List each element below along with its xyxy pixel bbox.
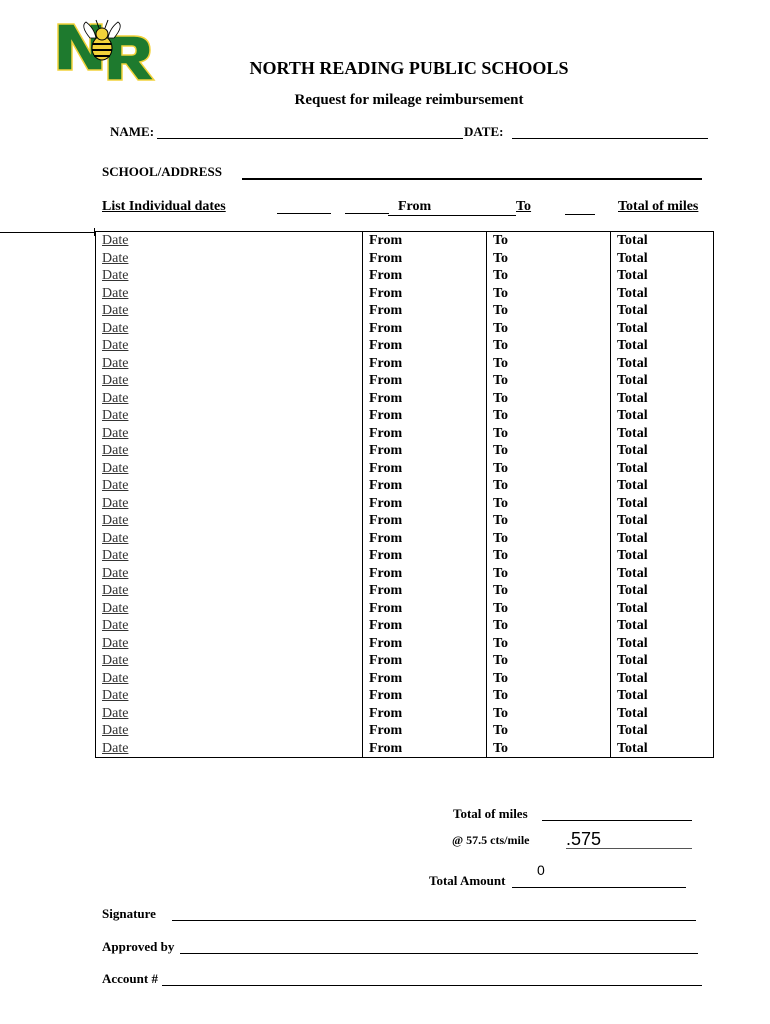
- date-cell[interactable]: Date: [96, 390, 363, 408]
- from-cell[interactable]: From: [363, 407, 487, 425]
- from-cell[interactable]: From: [363, 250, 487, 268]
- account-field[interactable]: [162, 971, 702, 986]
- total-cell[interactable]: Total: [611, 547, 714, 565]
- total-amount-label: Total Amount: [429, 873, 506, 888]
- to-cell[interactable]: To: [487, 232, 611, 250]
- to-cell[interactable]: To: [487, 372, 611, 390]
- to-cell[interactable]: To: [487, 460, 611, 478]
- total-cell[interactable]: Total: [611, 372, 714, 390]
- total-cell[interactable]: Total: [611, 407, 714, 425]
- from-cell[interactable]: From: [363, 390, 487, 408]
- total-cell[interactable]: Total: [611, 425, 714, 443]
- from-cell[interactable]: From: [363, 582, 487, 600]
- total-cell[interactable]: Total: [611, 442, 714, 460]
- date-cell[interactable]: Date: [96, 565, 363, 583]
- from-cell[interactable]: From: [363, 547, 487, 565]
- date-cell[interactable]: Date: [96, 442, 363, 460]
- date-label: DATE:: [464, 124, 504, 139]
- to-cell[interactable]: To: [487, 477, 611, 495]
- from-cell[interactable]: From: [363, 617, 487, 635]
- from-cell[interactable]: From: [363, 320, 487, 338]
- table-row: [96, 740, 714, 758]
- date-cell[interactable]: Date: [96, 477, 363, 495]
- to-cell[interactable]: To: [487, 635, 611, 653]
- total-cell[interactable]: Total: [611, 390, 714, 408]
- date-cell[interactable]: Date: [96, 355, 363, 373]
- from-cell[interactable]: From: [363, 495, 487, 513]
- date-cell[interactable]: Date: [96, 460, 363, 478]
- school-address-field[interactable]: [242, 164, 702, 180]
- table-row: [96, 232, 714, 250]
- from-cell[interactable]: From: [363, 652, 487, 670]
- rate-field-line[interactable]: [566, 848, 692, 849]
- rate-value: .575: [566, 829, 602, 849]
- from-cell[interactable]: From: [363, 530, 487, 548]
- to-cell[interactable]: To: [487, 512, 611, 530]
- signature-label: Signature: [102, 906, 156, 921]
- from-cell[interactable]: From: [363, 232, 487, 250]
- date-cell[interactable]: Date: [96, 337, 363, 355]
- date-cell[interactable]: Date: [96, 530, 363, 548]
- total-cell[interactable]: Total: [611, 600, 714, 618]
- total-cell[interactable]: Total: [611, 617, 714, 635]
- header-blank-3: [450, 199, 516, 216]
- to-cell[interactable]: To: [487, 600, 611, 618]
- table-row: [96, 705, 714, 723]
- total-cell[interactable]: Total: [611, 477, 714, 495]
- total-cell[interactable]: Total: [611, 512, 714, 530]
- to-cell[interactable]: To: [487, 337, 611, 355]
- column-header-to: To: [516, 199, 532, 214]
- date-cell[interactable]: Date: [96, 267, 363, 285]
- from-cell[interactable]: From: [363, 425, 487, 443]
- to-cell[interactable]: To: [487, 705, 611, 723]
- total-cell[interactable]: Total: [611, 705, 714, 723]
- document-subtitle: Request for mileage reimbursement: [294, 92, 524, 108]
- total-cell[interactable]: Total: [611, 250, 714, 268]
- table-row: [96, 670, 714, 688]
- to-cell[interactable]: To: [487, 355, 611, 373]
- table-row: [96, 425, 714, 443]
- to-cell[interactable]: To: [487, 495, 611, 513]
- from-cell[interactable]: From: [363, 687, 487, 705]
- from-cell[interactable]: From: [363, 372, 487, 390]
- total-cell[interactable]: Total: [611, 670, 714, 688]
- to-cell[interactable]: To: [487, 582, 611, 600]
- total-cell[interactable]: Total: [611, 740, 714, 758]
- date-field[interactable]: [512, 124, 708, 139]
- date-cell[interactable]: Date: [96, 425, 363, 443]
- table-row: [96, 652, 714, 670]
- to-cell[interactable]: To: [487, 617, 611, 635]
- column-header-total: Total of miles: [618, 199, 699, 214]
- table-row: [96, 600, 714, 618]
- to-cell[interactable]: To: [487, 267, 611, 285]
- from-cell[interactable]: From: [363, 705, 487, 723]
- date-cell[interactable]: Date: [96, 670, 363, 688]
- total-cell[interactable]: Total: [611, 652, 714, 670]
- total-miles-label: Total of miles: [453, 806, 528, 821]
- table-row: [96, 320, 714, 338]
- total-cell[interactable]: Total: [611, 285, 714, 303]
- to-cell[interactable]: To: [487, 425, 611, 443]
- account-label: Account #: [102, 971, 158, 986]
- to-cell[interactable]: To: [487, 722, 611, 740]
- from-cell[interactable]: From: [363, 635, 487, 653]
- total-miles-field[interactable]: [542, 806, 692, 821]
- from-cell[interactable]: From: [363, 740, 487, 758]
- date-cell[interactable]: Date: [96, 617, 363, 635]
- signature-field[interactable]: [172, 906, 696, 921]
- total-cell[interactable]: Total: [611, 582, 714, 600]
- total-cell[interactable]: Total: [611, 232, 714, 250]
- total-cell[interactable]: Total: [611, 460, 714, 478]
- to-cell[interactable]: To: [487, 285, 611, 303]
- table-row: [96, 687, 714, 705]
- to-cell[interactable]: To: [487, 407, 611, 425]
- total-cell[interactable]: Total: [611, 267, 714, 285]
- from-cell[interactable]: From: [363, 302, 487, 320]
- total-cell[interactable]: Total: [611, 722, 714, 740]
- header-blank-2: [345, 199, 389, 214]
- from-cell[interactable]: From: [363, 600, 487, 618]
- to-cell[interactable]: To: [487, 687, 611, 705]
- table-row: [96, 617, 714, 635]
- header-blank-4: [565, 199, 595, 215]
- total-cell[interactable]: Total: [611, 635, 714, 653]
- table-row: [96, 512, 714, 530]
- from-cell[interactable]: From: [363, 355, 487, 373]
- to-cell[interactable]: To: [487, 740, 611, 758]
- table-row: [96, 722, 714, 740]
- table-row: [96, 582, 714, 600]
- date-cell[interactable]: Date: [96, 687, 363, 705]
- table-row: [96, 530, 714, 548]
- date-cell[interactable]: Date: [96, 600, 363, 618]
- date-cell[interactable]: Date: [96, 740, 363, 758]
- date-cell[interactable]: Date: [96, 232, 363, 250]
- column-header-dates: List Individual dates: [102, 199, 226, 214]
- table-row: [96, 390, 714, 408]
- date-cell[interactable]: Date: [96, 635, 363, 653]
- table-row: [96, 267, 714, 285]
- date-cell[interactable]: Date: [96, 302, 363, 320]
- table-row: [96, 442, 714, 460]
- table-row: [96, 635, 714, 653]
- amount-value: 0: [537, 862, 545, 878]
- school-address-label: SCHOOL/ADDRESS: [102, 164, 222, 179]
- column-header-from: From: [388, 199, 458, 216]
- table-row: [96, 337, 714, 355]
- from-cell[interactable]: From: [363, 460, 487, 478]
- date-cell[interactable]: Date: [96, 407, 363, 425]
- total-cell[interactable]: Total: [611, 337, 714, 355]
- name-label: NAME:: [110, 124, 155, 139]
- table-row: [96, 250, 714, 268]
- document-title: NORTH READING PUBLIC SCHOOLS: [249, 58, 569, 78]
- date-cell[interactable]: Date: [96, 547, 363, 565]
- from-cell[interactable]: From: [363, 267, 487, 285]
- table-row: [96, 285, 714, 303]
- total-cell[interactable]: Total: [611, 687, 714, 705]
- to-cell[interactable]: To: [487, 530, 611, 548]
- approved-by-field[interactable]: [180, 939, 698, 954]
- name-field[interactable]: [157, 124, 463, 139]
- to-cell[interactable]: To: [487, 442, 611, 460]
- total-cell[interactable]: Total: [611, 495, 714, 513]
- approved-by-label: Approved by: [102, 939, 175, 954]
- to-cell[interactable]: To: [487, 250, 611, 268]
- to-cell[interactable]: To: [487, 670, 611, 688]
- total-cell[interactable]: Total: [611, 355, 714, 373]
- from-cell[interactable]: From: [363, 512, 487, 530]
- date-cell[interactable]: Date: [96, 250, 363, 268]
- from-cell[interactable]: From: [363, 442, 487, 460]
- total-amount-field[interactable]: [512, 873, 686, 888]
- date-cell[interactable]: Date: [96, 705, 363, 723]
- header-blank-1: [277, 199, 331, 214]
- table-row: [96, 460, 714, 478]
- date-cell[interactable]: Date: [96, 285, 363, 303]
- from-cell[interactable]: From: [363, 565, 487, 583]
- table-row: [96, 407, 714, 425]
- rate-label: @ 57.5 cts/mile: [452, 833, 530, 847]
- date-cell[interactable]: Date: [96, 495, 363, 513]
- total-cell[interactable]: Total: [611, 302, 714, 320]
- from-cell[interactable]: From: [363, 477, 487, 495]
- table-row: [96, 547, 714, 565]
- from-cell[interactable]: From: [363, 670, 487, 688]
- total-cell[interactable]: Total: [611, 565, 714, 583]
- date-cell[interactable]: Date: [96, 512, 363, 530]
- date-cell[interactable]: Date: [96, 372, 363, 390]
- table-row: [96, 372, 714, 390]
- total-cell[interactable]: Total: [611, 530, 714, 548]
- from-cell[interactable]: From: [363, 722, 487, 740]
- table-row: [96, 302, 714, 320]
- date-cell[interactable]: Date: [96, 320, 363, 338]
- to-cell[interactable]: To: [487, 565, 611, 583]
- to-cell[interactable]: To: [487, 652, 611, 670]
- from-cell[interactable]: From: [363, 285, 487, 303]
- table-row: [96, 477, 714, 495]
- from-cell[interactable]: From: [363, 337, 487, 355]
- date-cell[interactable]: Date: [96, 652, 363, 670]
- date-cell[interactable]: Date: [96, 722, 363, 740]
- left-rule: [0, 232, 96, 233]
- to-cell[interactable]: To: [487, 547, 611, 565]
- table-row: [96, 495, 714, 513]
- mileage-table: [95, 231, 714, 758]
- total-cell[interactable]: Total: [611, 320, 714, 338]
- table-row: [96, 565, 714, 583]
- to-cell[interactable]: To: [487, 390, 611, 408]
- table-row: [96, 355, 714, 373]
- date-cell[interactable]: Date: [96, 582, 363, 600]
- to-cell[interactable]: To: [487, 320, 611, 338]
- to-cell[interactable]: To: [487, 302, 611, 320]
